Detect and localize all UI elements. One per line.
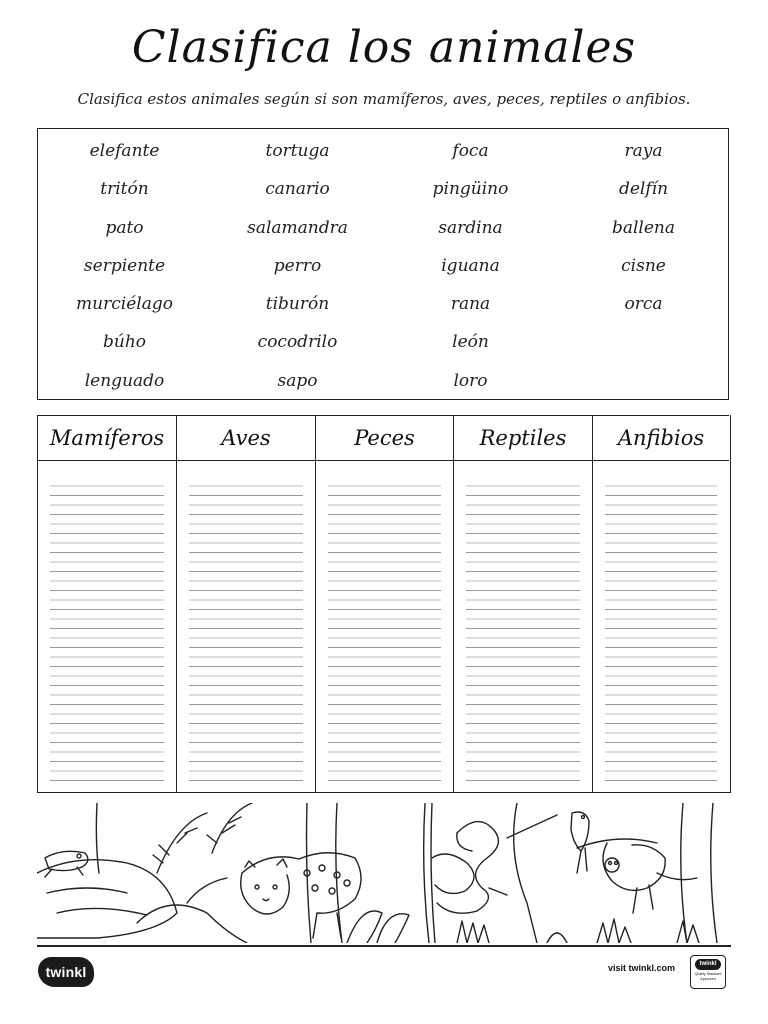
word-item: pingüino	[432, 179, 509, 200]
word-item: delfín	[618, 179, 669, 200]
word-item: cisne	[621, 255, 666, 276]
word-column-2	[211, 139, 384, 407]
word-item: ballena	[611, 217, 676, 238]
column-aves	[177, 415, 316, 793]
column-anfibios	[593, 415, 729, 793]
writing-lines[interactable]	[50, 477, 164, 783]
word-item: búho	[102, 332, 146, 353]
word-item: tiburón	[265, 294, 330, 315]
word-item: rana	[450, 294, 491, 315]
word-column-3	[384, 139, 557, 407]
word-item: león	[452, 332, 489, 353]
page-title: Clasifica los animales	[131, 22, 637, 73]
writing-lines[interactable]	[189, 477, 303, 783]
footer-divider	[37, 945, 731, 947]
twinkl-logo[interactable]: twinkl	[38, 957, 94, 987]
word-item: iguana	[441, 255, 500, 276]
word-item: loro	[453, 370, 488, 391]
word-item: cocodrilo	[257, 332, 338, 353]
word-bank	[37, 128, 729, 400]
word-item: pato	[105, 217, 144, 238]
jungle-scene-drawing	[37, 803, 731, 943]
word-item: foca	[452, 141, 489, 161]
word-item: murciélago	[76, 294, 173, 315]
word-item: tortuga	[265, 141, 330, 161]
column-header: Anfibios	[593, 415, 729, 461]
column-header: Peces	[316, 415, 453, 461]
jungle-illustration	[37, 803, 731, 943]
word-item: raya	[624, 141, 663, 161]
writing-lines[interactable]	[466, 477, 580, 783]
classification-table	[37, 415, 731, 793]
word-item: canario	[265, 179, 330, 200]
word-item: elefante	[89, 141, 160, 161]
word-item: orca	[624, 294, 663, 315]
column-header: Mamíferos	[38, 415, 176, 461]
writing-lines[interactable]	[328, 477, 441, 783]
word-item: sardina	[438, 217, 503, 238]
word-column-4	[557, 139, 730, 330]
word-item: sapo	[277, 370, 318, 391]
writing-lines[interactable]	[605, 477, 717, 783]
badge-logo: twinkl	[695, 959, 721, 970]
column-header: Aves	[177, 415, 315, 461]
column-header: Reptiles	[454, 415, 592, 461]
word-item: tritón	[100, 179, 149, 200]
column-peces	[316, 415, 454, 793]
column-mamiferos	[38, 415, 177, 793]
word-item: lenguado	[84, 370, 165, 391]
badge-text: Quality Standard Approved	[694, 972, 722, 981]
column-reptiles	[454, 415, 593, 793]
word-column-1	[38, 139, 211, 407]
word-item: perro	[273, 255, 322, 276]
instructions: Clasifica estos animales según si son mamíferos, aves, peces, reptiles o anfibios.	[77, 90, 691, 108]
website-link[interactable]: visit twinkl.com	[608, 963, 676, 973]
quality-badge	[690, 955, 726, 989]
word-item: serpiente	[83, 255, 166, 276]
word-item: salamandra	[247, 217, 348, 238]
